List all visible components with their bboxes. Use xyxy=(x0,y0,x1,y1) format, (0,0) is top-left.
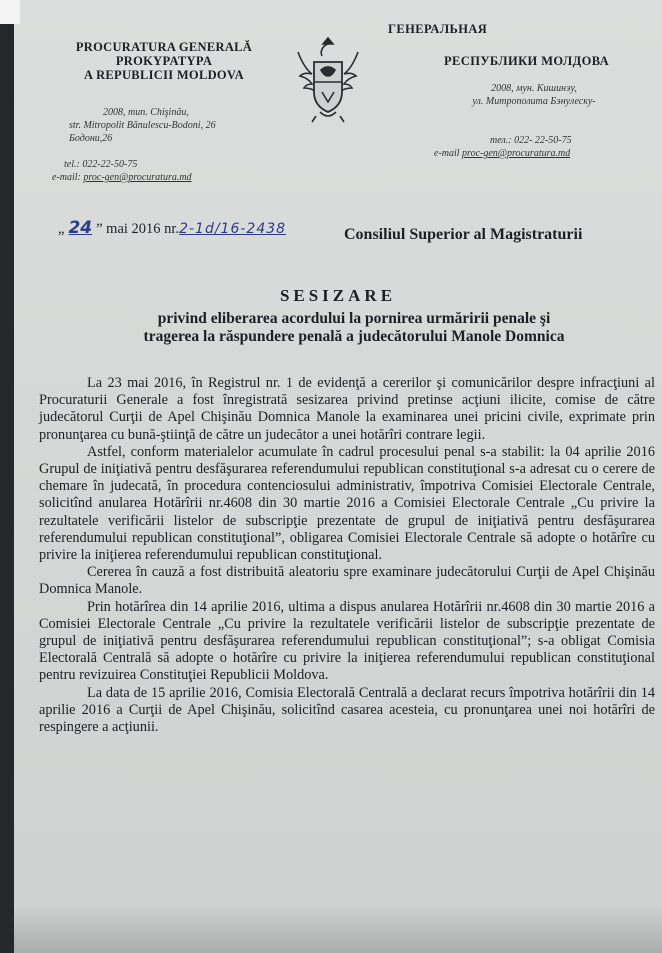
left-org-line: A REPUBLICII MOLDOVA xyxy=(84,68,244,82)
quote-mark: „ xyxy=(58,221,65,237)
registration-line xyxy=(58,218,286,238)
right-phone: тел.: 022- 22-50-75 xyxy=(490,135,572,146)
address-line: Бодони,26 xyxy=(69,133,113,144)
right-org-line: РЕСПУБЛИКИ МОЛДОВА xyxy=(444,54,610,68)
right-org-block xyxy=(386,22,656,68)
right-org-line: ГЕНЕРАЛЬНАЯ xyxy=(388,22,488,36)
document-title: SESIZARE xyxy=(279,286,397,305)
body-paragraph: La data de 15 aprilie 2016, Comisia Electorală Centrală a declarat recurs împotriva hotărîrii din 14 aprilie 2016 a Curţii de Apel Chişinău, solicitînd casarea acesteia, cu pronunţarea unei noi hotărîri de respingere a acţiunii. xyxy=(39,684,655,736)
left-contacts xyxy=(52,158,272,184)
left-phone: tel.: 022-22-50-75 xyxy=(64,159,138,170)
registration-day: 24 xyxy=(68,218,93,238)
left-org-line: PROKYPATYPA xyxy=(115,54,213,68)
left-email-link[interactable]: proc-gen@procuratura.md xyxy=(83,172,192,183)
document-subtitle xyxy=(74,310,634,346)
registration-month-year: mai 2016 nr. xyxy=(106,221,180,237)
subtitle-line: privind eliberarea acordului la pornirea urmăririi penale şi xyxy=(157,310,551,327)
right-address xyxy=(414,82,654,108)
left-address xyxy=(69,106,269,145)
email-label: e-mail xyxy=(434,148,460,159)
page-bottom-shadow xyxy=(14,905,662,953)
left-org-block xyxy=(44,40,284,82)
right-email-link[interactable]: proc-gen@procuratura.md xyxy=(462,148,571,159)
address-line: str. Mitropolit Bănulescu-Bodoni, 26 xyxy=(69,120,216,131)
subtitle-line: tragerea la răspundere penală a judecătorului Manole Domnica xyxy=(143,328,565,345)
address-line: 2008, mun. Chişinău, xyxy=(103,107,189,118)
address-line: ул. Митрополита Бэнулеску- xyxy=(472,96,596,107)
photo-background-edge xyxy=(0,0,14,953)
body-paragraph: Astfel, conform materialelor acumulate în cadrul procesului penal s-a stabilit: la 04 aprilie 2016 Grupul de iniţiativă pentru desfăşurarea referendumului republican constituţional s-a adresat cu o cerere de chemare în judecată, în procedura contenciosului administrativ, împotriva Comisiei Electorale Centrale, solicitînd anularea Hotărîrii nr.4608 din 30 martie 2016 a Comisiei Electorale Centrale „Cu privire la rezultatele verificării listelor de subscripţie prezentate de grupul de iniţiativă pentru desfăşurarea referendumului republican constituţional”, obligarea Comisiei Electorale Centrale să adopte o hotărîre cu privire la iniţierea referendumului republican constituţional. xyxy=(39,443,655,564)
addressee: Consiliul Superior al Magistraturii xyxy=(344,226,583,243)
registration-number: 2-1d/16-2438 xyxy=(179,221,287,237)
body-paragraph: La 23 mai 2016, în Registrul nr. 1 de evidenţă a cererilor şi comunicărilor despre infracţiuni al Procuraturii Generale a fost înregistrată sesizarea privind pretinse acţiuni ilicite, comise de către judecătorul Curţii de Apel Chişinău Domnica Manole la examinarea unei pricini civile, exprimate prin pronunţarea cu bună-ştiinţă de către un judecător a unei hotărîri contrare legii. xyxy=(39,375,655,443)
left-org-line: PROCURATURA GENERALĂ xyxy=(75,40,253,54)
photo-corner xyxy=(0,0,20,24)
right-email-row xyxy=(434,147,662,160)
email-label: e-mail: xyxy=(52,172,81,183)
document-body xyxy=(39,375,655,736)
quote-mark: ” xyxy=(96,221,103,237)
right-contacts xyxy=(434,134,662,160)
document-page xyxy=(14,0,662,953)
left-email-row xyxy=(52,171,272,184)
body-paragraph: Prin hotărîrea din 14 aprilie 2016, ultima a dispus anularea Hotărîrii nr.4608 din 30 martie 2016 a Comisiei Electorale Centrale „Cu privire la rezultatele verificării listelor de subscripţie prezentate de grupul de iniţiativă pentru desfăşurarea referendumului republican constituţional”; s-a obligat Comisia Electorală Centrală să adopte o hotărîre cu privire la iniţierea referendumului republican constituţional pentru revizuirea Constituţiei Republicii Moldova. xyxy=(39,598,655,684)
address-line: 2008, мун. Кишинэу, xyxy=(491,83,577,94)
moldova-coat-of-arms-icon xyxy=(290,34,366,126)
body-paragraph: Cererea în cauză a fost distribuită aleatoriu spre examinare judecătorului Curţii de Apel Chişinău Domnica Manole. xyxy=(39,564,655,598)
